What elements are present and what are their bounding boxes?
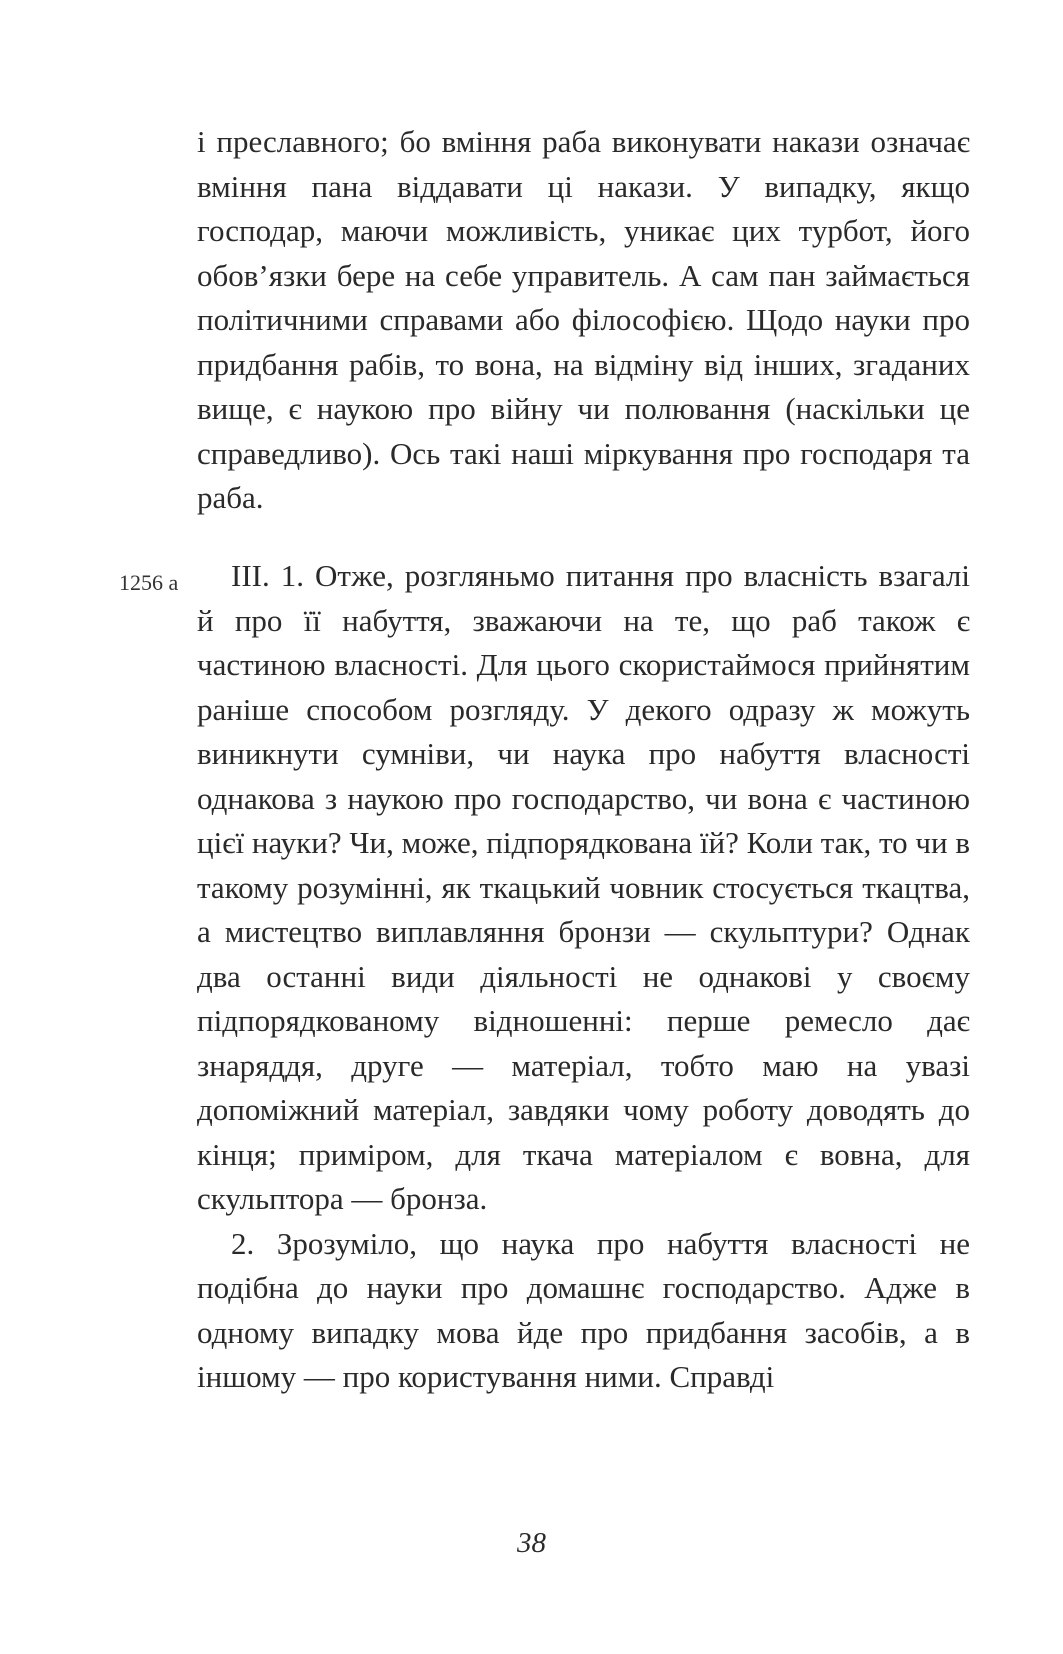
paragraph-section-3-2: 2. Зрозуміло, що наука про набуття власності не подібна до науки про домашнє господарство. Адже в одному випадку мова йде про придбання засобів, а в іншому — про користування ними. Справді <box>197 1225 970 1394</box>
text-block-top <box>197 120 970 521</box>
text-block-main <box>197 554 970 1400</box>
paragraph-continuation: і преславного; бо вміння раба виконувати накази означає вміння пана віддавати ці накази. У випадку, якщо господар, маючи можливість, уникає цих турбот, його обов’язки бере на себе управитель. А сам пан займається політичними справами або філософією. Щодо науки про придбання рабів, то вона, на відміну від інших, згаданих вище, є наукою про війну чи полювання (наскільки це справедливо). Ось такі наші міркування про господаря та раба. <box>197 124 970 515</box>
page-number: 38 <box>517 1527 546 1559</box>
paragraph-section-3-1: ІІІ. 1. Отже, розгляньмо питання про власність взагалі й про її набуття, зважаючи на те, що раб також є частиною власності. Для цього скористаймося прийнятим раніше способом розгляду. У декого одразу ж можуть виникнути сумніви, чи наука про набуття власності однакова з наукою про господарство, чи вона є частиною цієї науки? Чи, може, підпорядкована їй? Коли так, то чи в такому розумінні, як ткацький човник стосується ткацтва, а мистецтво виплавляння бронзи — скульптури? Однак два останні види діяльності не однакові у своєму підпорядкованому відношенні: перше ремесло дає знаряддя, друге — матеріал, тобто маю на увазі допоміжний матеріал, завдяки чому роботу доводять до кінця; приміром, для ткача матеріалом є вовна, для скульптора — бронза. <box>197 558 970 1216</box>
margin-reference: 1256 a <box>119 570 179 595</box>
